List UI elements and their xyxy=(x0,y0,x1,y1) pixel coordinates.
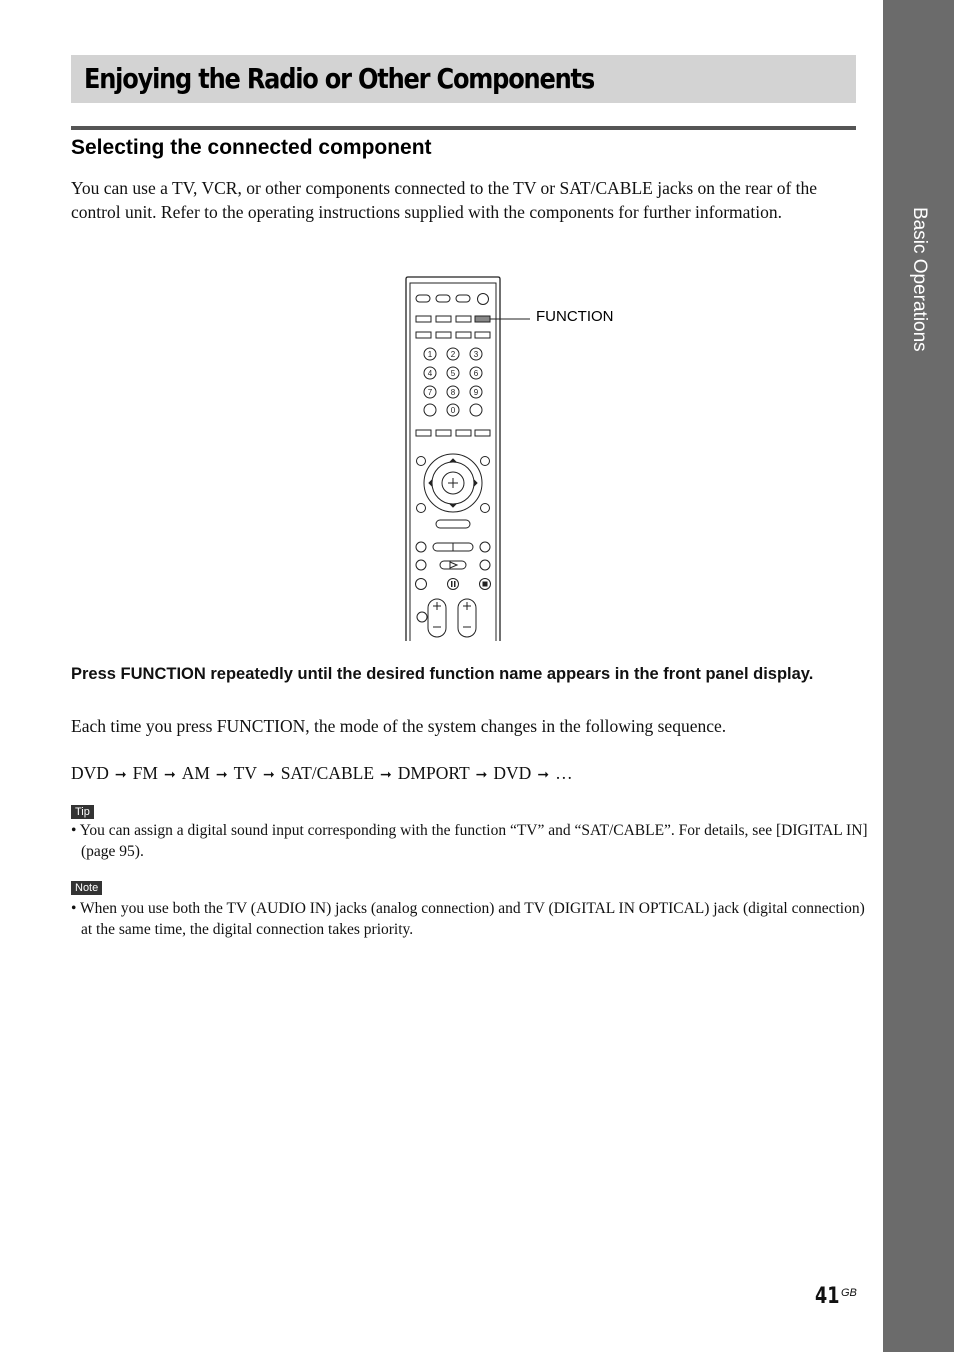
arrow-right-icon: ➞ xyxy=(114,768,127,783)
step-body: Each time you press FUNCTION, the mode of the system changes in the following sequence. xyxy=(71,716,727,736)
arrow-right-icon: ➞ xyxy=(537,768,550,783)
arrow-right-icon: ➞ xyxy=(262,768,275,783)
arrow-right-icon: ➞ xyxy=(163,768,176,783)
keypad-digit: 1 xyxy=(427,350,433,359)
function-sequence xyxy=(71,761,573,788)
sequence-item: DVD xyxy=(71,763,109,783)
sequence-item: TV xyxy=(233,763,257,783)
keypad-digit: 4 xyxy=(427,369,433,378)
page-number-suffix: GB xyxy=(841,1287,857,1299)
keypad xyxy=(424,348,482,416)
arrow-right-icon: ➞ xyxy=(380,768,392,783)
sequence-item: AM xyxy=(181,763,210,783)
arrow-right-icon: ➞ xyxy=(215,768,228,783)
tip-text: • You can assign a digital sound input corresponding with the function “TV” and “SAT/CABLE”. For details, see [DIGITAL IN] (page 95). xyxy=(71,822,868,860)
keypad-digit: 6 xyxy=(473,369,479,378)
keypad-digit: 0 xyxy=(450,406,456,415)
keypad-digit: 2 xyxy=(450,350,456,359)
keypad-digit: 8 xyxy=(450,388,456,397)
section-rule xyxy=(71,126,856,130)
page-title: Enjoying the Radio or Other Components xyxy=(84,62,594,95)
function-callout-label: FUNCTION xyxy=(536,308,614,325)
sequence-item: DVD xyxy=(493,763,532,783)
step-heading: Press FUNCTION repeatedly until the desired function name appears in the front panel display. xyxy=(71,665,814,683)
intro-paragraph: You can use a TV, VCR, or other components connected to the TV or SAT/CABLE jacks on the rear of the control unit. Refer to the operating instructions supplied with the components for further information. xyxy=(71,178,818,222)
sequence-item: SAT/CABLE xyxy=(280,763,375,783)
remote-control-illustration xyxy=(400,275,640,645)
sequence-item: … xyxy=(555,763,573,783)
note-badge: Note xyxy=(71,881,102,895)
arrow-right-icon: ➞ xyxy=(475,768,488,783)
sequence-item: FM xyxy=(132,763,158,783)
page-number: 41 xyxy=(815,1284,840,1309)
keypad-digit: 9 xyxy=(473,388,479,397)
remote-control-figure xyxy=(400,275,640,645)
keypad-digit: 7 xyxy=(427,388,433,397)
note-text: • When you use both the TV (AUDIO IN) jacks (analog connection) and TV (DIGITAL IN OPTICAL) jack (digital connection) at the same time, the digital connection takes priority. xyxy=(71,900,865,938)
section-heading: Selecting the connected component xyxy=(71,136,432,159)
tip-badge: Tip xyxy=(71,805,94,819)
keypad-digit: 3 xyxy=(473,350,479,359)
side-tab xyxy=(883,0,954,1352)
function-button xyxy=(475,316,490,322)
keypad-digit: 5 xyxy=(450,369,456,378)
side-tab-label: Basic Operations xyxy=(909,207,930,352)
sequence-item: DMPORT xyxy=(397,763,470,783)
